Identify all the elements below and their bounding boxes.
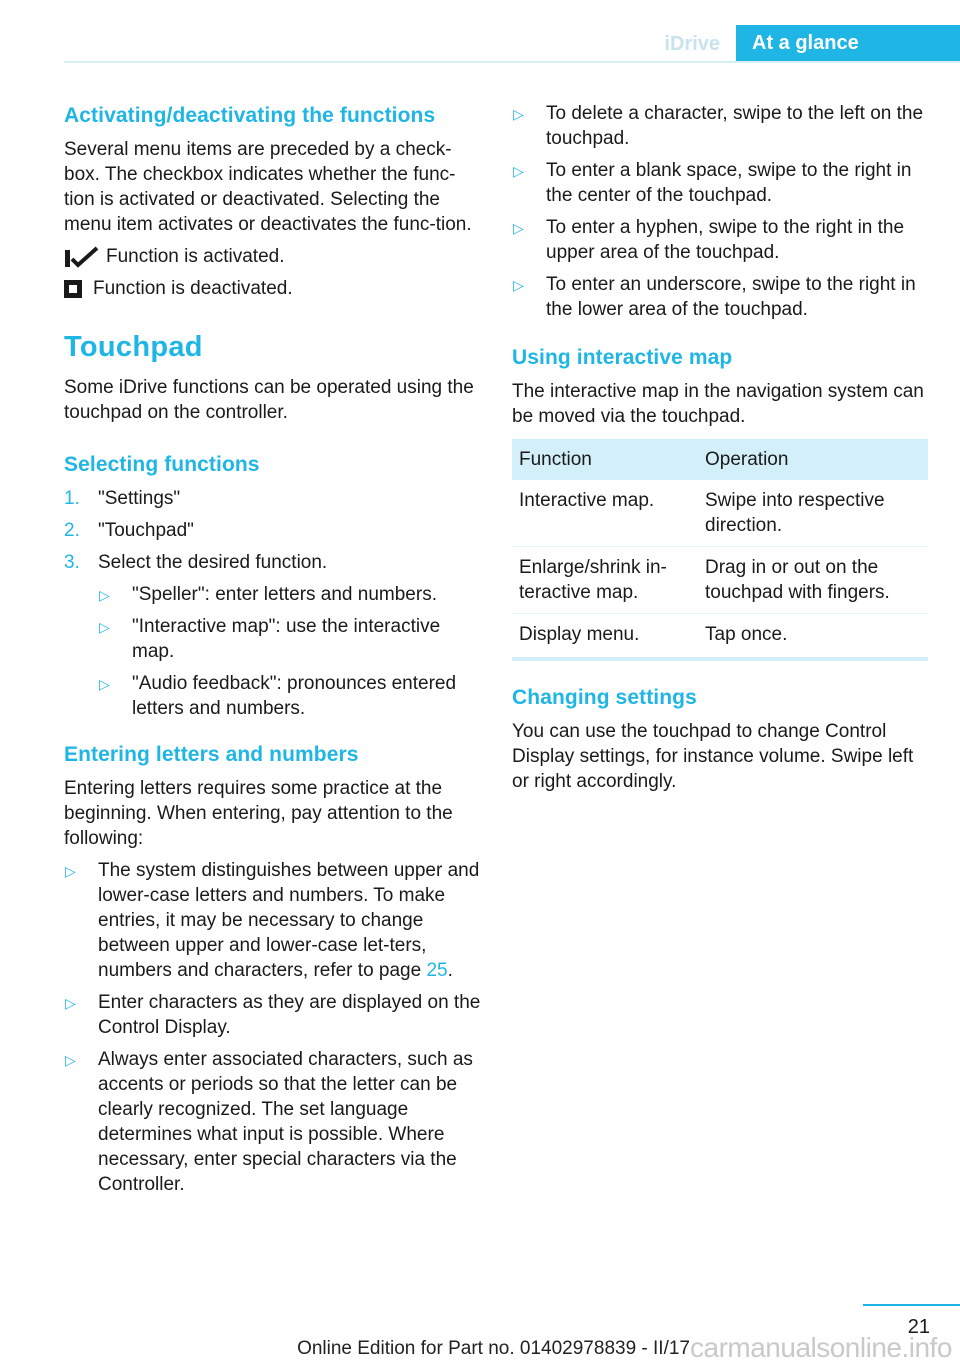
map-body: The interactive map in the navigation system can be moved via the touchpad. xyxy=(512,381,924,427)
table-cell: Tap once. xyxy=(698,614,928,660)
table-row xyxy=(512,547,928,614)
step-text: "Settings" xyxy=(98,488,181,509)
page-reference-link[interactable]: 25 xyxy=(426,960,448,981)
function-options xyxy=(98,582,482,721)
touchpad-body: Some iDrive functions can be operated using the touchpad on the controller. xyxy=(64,377,474,423)
swipe-bullet xyxy=(512,215,928,265)
table-cell: Drag in or out on the touchpad with fingers. xyxy=(698,547,928,614)
deactivated-label: Function is deactivated. xyxy=(93,278,293,299)
left-column xyxy=(64,101,482,1204)
option-item xyxy=(98,671,482,721)
triangle-bullet-icon: ▷ xyxy=(65,995,76,1011)
option-item xyxy=(98,614,482,664)
table-cell: Enlarge/shrink in-teractive map. xyxy=(512,547,698,614)
entering-bullet xyxy=(64,1047,482,1197)
empty-checkbox-icon xyxy=(64,280,82,298)
column-header-operation: Operation xyxy=(698,439,928,480)
changing-body: You can use the touchpad to change Control Display settings, for instance volume. Swipe left or right accordingly. xyxy=(512,721,914,792)
table-cell: Interactive map. xyxy=(512,480,698,547)
step-item xyxy=(64,550,482,721)
triangle-bullet-icon: ▷ xyxy=(513,220,524,236)
triangle-bullet-icon: ▷ xyxy=(99,676,110,692)
header-chapter-tab: At a glance xyxy=(736,25,960,61)
edition-note: Online Edition for Part no. 01402978839 - II/17 xyxy=(297,1338,690,1359)
swipe-bullet xyxy=(512,158,928,208)
swipe-bullet xyxy=(512,272,928,322)
bullet-text: To delete a character, swipe to the left on the touchpad. xyxy=(546,103,924,149)
selecting-heading: Selecting functions xyxy=(64,453,260,476)
entering-bullets xyxy=(64,858,482,1197)
step-number: 3. xyxy=(64,552,80,573)
option-item xyxy=(98,582,482,607)
checkmark-icon xyxy=(64,245,100,269)
map-table xyxy=(512,439,928,661)
triangle-bullet-icon: ▷ xyxy=(513,106,524,122)
table-row xyxy=(512,480,928,547)
table-cell: Display menu. xyxy=(512,614,698,660)
bullet-text: To enter a hyphen, swipe to the right in the upper area of the touchpad. xyxy=(546,217,905,263)
triangle-bullet-icon: ▷ xyxy=(65,1052,76,1068)
step-text: Select the desired function. xyxy=(98,552,328,573)
selecting-steps xyxy=(64,486,482,721)
step-number: 2. xyxy=(64,520,80,541)
right-column xyxy=(512,101,928,801)
bullet-text: To enter an underscore, swipe to the right in the lower area of the touchpad. xyxy=(546,274,916,320)
triangle-bullet-icon: ▷ xyxy=(513,163,524,179)
bullet-text: The system distinguishes between upper and lower-case letters and numbers. To make entries, it may be necessary to change between upper and lower-case let-ters, numbers and characters, refer to page xyxy=(98,860,480,981)
footer-rule xyxy=(863,1304,960,1306)
step-text: "Touchpad" xyxy=(98,520,194,541)
option-text: "Interactive map": use the interactive map. xyxy=(132,616,441,662)
table-row xyxy=(512,614,928,660)
swipe-bullets xyxy=(512,101,928,322)
activated-label: Function is activated. xyxy=(106,246,285,267)
option-text: "Audio feedback": pronounces entered letters and numbers. xyxy=(132,673,457,719)
deactivated-legend xyxy=(64,276,482,301)
entering-body: Entering letters requires some practice at the beginning. When entering, pay attention to the following: xyxy=(64,778,453,849)
table-header-row xyxy=(512,439,928,480)
activating-body: Several menu items are preceded by a check-box. The checkbox indicates whether the func-tion is activated or deactivated. Selecting the menu item activates or deactivates the func-tion. xyxy=(64,139,472,235)
entering-heading: Entering letters and numbers xyxy=(64,743,359,766)
triangle-bullet-icon: ▷ xyxy=(99,619,110,635)
bullet-text: Enter characters as they are displayed on the Control Display. xyxy=(98,992,481,1038)
triangle-bullet-icon: ▷ xyxy=(65,863,76,879)
option-text: "Speller": enter letters and numbers. xyxy=(132,584,437,605)
step-item xyxy=(64,518,482,543)
map-heading: Using interactive map xyxy=(512,346,733,369)
watermark: carmanualsonline.info xyxy=(690,1332,952,1363)
step-item xyxy=(64,486,482,511)
step-number: 1. xyxy=(64,488,80,509)
page-number: 21 xyxy=(907,1316,930,1338)
touchpad-heading: Touchpad xyxy=(64,331,203,363)
swipe-bullet xyxy=(512,101,928,151)
header-rule xyxy=(64,61,960,63)
column-header-function: Function xyxy=(512,439,698,480)
triangle-bullet-icon: ▷ xyxy=(99,587,110,603)
bullet-text: Always enter associated characters, such as accents or periods so that the letter can be clearly recognized. The set language determines what input is possible. Where necessary, enter special characters via the Controller. xyxy=(98,1049,473,1195)
header-section-label: iDrive xyxy=(664,33,720,55)
activated-legend xyxy=(64,244,482,269)
triangle-bullet-icon: ▷ xyxy=(513,277,524,293)
activating-heading: Activating/deactivating the functions xyxy=(64,104,436,127)
entering-bullet: ▷ The system distinguishes between upper and lower-case letters and numbers. To make entries, it may be necessary to change between upper and lower-case let-ters, numbers and characters, refer to page 25. xyxy=(65,860,480,981)
table-cell: Swipe into respective direction. xyxy=(698,480,928,547)
bullet-text: To enter a blank space, swipe to the right in the center of the touchpad. xyxy=(546,160,912,206)
changing-heading: Changing settings xyxy=(512,686,697,709)
entering-bullet xyxy=(64,990,482,1040)
